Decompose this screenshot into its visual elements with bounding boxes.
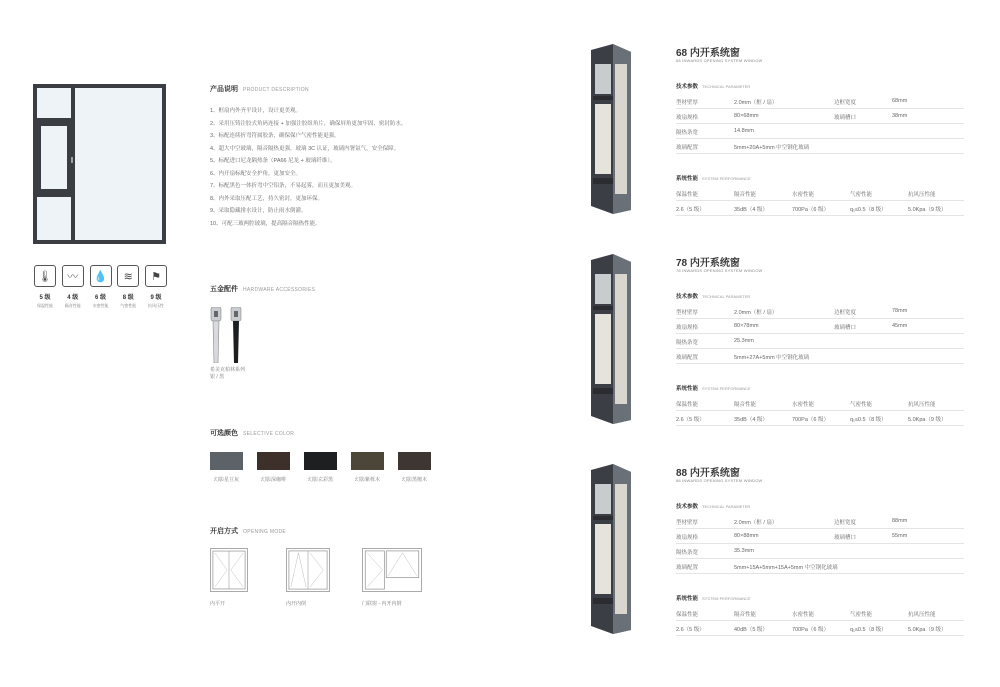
color-swatch xyxy=(304,452,337,470)
opening-mode-door-window-diagram xyxy=(362,548,422,592)
table-cell: 700Pa（6 级） xyxy=(792,417,829,423)
system-performance-title-en: SYSTEM PERFORMANCE xyxy=(702,386,751,391)
description-item: 9、采取隐藏排水设计，防止雨水倒灌。 xyxy=(210,208,307,214)
table-header-row xyxy=(676,186,964,201)
table-cell: 玻璃配置 xyxy=(676,145,699,151)
table-cell: 5.0Kpa（9 级） xyxy=(908,417,947,423)
description-item: 8、内外采取压配工艺，持久密封，更加环保。 xyxy=(210,195,324,202)
color-swatch xyxy=(398,452,431,470)
technical-parameter-table xyxy=(676,514,964,574)
table-cell: 2.0mm（框 / 扇） xyxy=(734,310,778,316)
product-description-title: 产品说明 xyxy=(210,86,238,93)
opening-mode-title: 开启方式 xyxy=(210,528,238,535)
wind-icon: ≋ xyxy=(117,265,139,287)
table-cell: 玻扇规格 xyxy=(676,325,699,331)
table-row xyxy=(676,514,964,529)
table-cell: 玻璃槽口 xyxy=(834,535,857,541)
table-row xyxy=(676,349,964,364)
technical-parameter-table xyxy=(676,94,964,154)
performance-item xyxy=(61,265,85,309)
description-item: 6、内开扇标配安全护角，更加安全。 xyxy=(210,170,302,177)
system-performance-title: 系统性能 xyxy=(676,596,699,602)
opening-mode-label-tilt-turn: 内开内倒 xyxy=(286,601,307,607)
description-item: 3、标配连续折弯符属胶条，确保保户气密性能更强。 xyxy=(210,133,340,139)
table-cell: 14.8mm xyxy=(734,128,754,134)
description-item: 10、可配三玻两腔玻璃，提高隔音隔热性能。 xyxy=(210,220,321,227)
system-performance-title: 系统性能 xyxy=(676,176,699,182)
system-performance-heading xyxy=(676,594,751,602)
table-row xyxy=(676,304,964,319)
performance-level: 9 级 xyxy=(150,295,162,301)
table-header-cell: 气密性能 xyxy=(850,402,873,408)
colors-title: 可选颜色 xyxy=(210,430,238,437)
description-item: 2、采用压铸注胶式角码连接 + 加强注胶组角片，确保屏角更加牢固、密封防水。 xyxy=(210,120,407,127)
table-header-cell: 水密性能 xyxy=(792,402,815,408)
system-performance-table xyxy=(676,186,964,216)
description-item: 7、标配黑色一体折弯中空铝条，不易起雾，而且更加美观。 xyxy=(210,183,357,189)
table-row xyxy=(676,94,964,109)
colors-heading xyxy=(210,428,294,438)
table-row xyxy=(676,319,964,334)
table-cell: 35dB（4 级） xyxy=(734,417,768,423)
system-performance-table xyxy=(676,396,964,426)
table-cell: 玻扇规格 xyxy=(676,535,699,541)
system-performance-table xyxy=(676,606,964,636)
performance-level: 6 级 xyxy=(94,295,106,301)
color-swatch-label: 幻影玄彩黑 xyxy=(307,477,333,483)
table-row xyxy=(676,529,964,544)
opening-mode-tilt-turn-diagram xyxy=(286,548,330,592)
hardware-heading xyxy=(210,284,315,294)
color-swatch xyxy=(257,452,290,470)
table-cell: 玻璃槽口 xyxy=(834,325,857,331)
table-cell: 700Pa（6 级） xyxy=(792,207,829,213)
product-subtitle: 88 INWARDS OPENING SYSTEM WINDOW xyxy=(676,478,763,483)
table-cell: 玻璃配置 xyxy=(676,355,699,361)
table-cell: 边框宽度 xyxy=(834,100,857,106)
table-cell: 玻扇规格 xyxy=(676,115,699,121)
table-row xyxy=(676,411,964,426)
table-row xyxy=(676,559,964,574)
table-cell: 40dB（5 级） xyxy=(734,627,768,633)
wind-pressure-icon: ⚑ xyxy=(145,265,167,287)
system-performance-heading xyxy=(676,174,751,182)
table-cell: q₁≤0.5（8 级） xyxy=(850,417,887,423)
color-swatch-item xyxy=(257,452,290,483)
table-cell: 型材壁厚 xyxy=(676,310,699,316)
hardware-title-en: HARDWARE ACCESSORIES xyxy=(243,287,316,293)
product-description-heading xyxy=(210,84,309,94)
water-drop-icon: 💧 xyxy=(90,265,112,287)
product-title: 78 内开系统窗 xyxy=(676,258,740,269)
window-sash-glass xyxy=(41,126,67,189)
hardware-series: 希美克柏林系列 xyxy=(210,367,246,373)
table-header-cell: 水密性能 xyxy=(792,612,815,618)
opening-mode-title-en: OPENING MODE xyxy=(243,529,287,535)
table-cell: 80×78mm xyxy=(734,323,759,329)
sound-wave-icon: 〰 xyxy=(62,265,84,287)
opening-mode-label-inward: 内平开 xyxy=(210,601,226,607)
system-performance-title-en: SYSTEM PERFORMANCE xyxy=(702,596,751,601)
table-header-cell: 隔音性能 xyxy=(734,402,757,408)
system-performance-heading xyxy=(676,384,751,392)
table-cell: 5mm+20A+5mm 中空钢化玻璃 xyxy=(734,145,810,151)
table-header-cell: 抗风压性能 xyxy=(908,192,936,198)
table-cell: 68mm xyxy=(892,98,908,104)
handle-black-image xyxy=(230,307,242,363)
color-swatch-label: 幻影深咖啡 xyxy=(260,477,286,483)
performance-level: 4 级 xyxy=(67,295,79,301)
color-swatches xyxy=(210,452,431,483)
table-cell: 45mm xyxy=(892,323,908,329)
description-item: 5、标配进口尼龙隔热条（PA66 尼龙 + 玻璃纤维）。 xyxy=(210,158,336,164)
product-subtitle: 68 INWARDS OPENING SYSTEM WINDOW xyxy=(676,58,763,63)
table-header-cell: 保温性能 xyxy=(676,402,699,408)
table-header-cell: 气密性能 xyxy=(850,612,873,618)
technical-parameter-title: 技术参数 xyxy=(676,84,699,90)
table-cell: 2.6（5 级） xyxy=(676,417,705,423)
window-elevation-drawing xyxy=(33,84,166,244)
table-header-cell: 抗风压性能 xyxy=(908,612,936,618)
colors-title-en: SELECTIVE COLOR xyxy=(243,431,295,437)
table-cell: 5.0Kpa（9 级） xyxy=(908,627,947,633)
table-header-row xyxy=(676,396,964,411)
table-header-cell: 隔音性能 xyxy=(734,612,757,618)
table-cell: 25.3mm xyxy=(734,338,754,344)
window-pane-bottom-left xyxy=(37,197,71,240)
performance-item xyxy=(144,265,168,309)
technical-parameter-title-en: TECHNICAL PARAMETER xyxy=(702,294,751,299)
table-header-cell: 水密性能 xyxy=(792,192,815,198)
technical-parameter-title: 技术参数 xyxy=(676,504,699,510)
table-cell: 80×68mm xyxy=(734,113,759,119)
performance-item xyxy=(33,265,57,309)
table-header-row xyxy=(676,606,964,621)
table-cell: 5mm+15A+5mm+15A+5mm 中空钢化玻璃 xyxy=(734,565,838,571)
table-row xyxy=(676,544,964,559)
product-subtitle: 78 INWARDS OPENING SYSTEM WINDOW xyxy=(676,268,763,273)
table-header-cell: 气密性能 xyxy=(850,192,873,198)
color-swatch-label: 幻影星豆灰 xyxy=(213,477,239,483)
hardware-title: 五金配件 xyxy=(210,286,238,293)
window-pane-top-left xyxy=(37,88,71,118)
table-cell: 边框宽度 xyxy=(834,520,857,526)
performance-label: 水密性能 xyxy=(92,303,109,308)
performance-label: 保温性能 xyxy=(37,303,53,308)
color-swatch-item xyxy=(304,452,337,483)
color-swatch-item xyxy=(210,452,243,483)
table-cell: 5.0Kpa（9 级） xyxy=(908,207,947,213)
performance-icons xyxy=(33,265,168,309)
performance-level: 8 级 xyxy=(122,295,134,301)
technical-parameter-heading xyxy=(676,502,750,510)
profile-section-image xyxy=(583,464,633,634)
profile-section-image xyxy=(583,44,633,214)
table-cell: 边框宽度 xyxy=(834,310,857,316)
color-swatch-label: 幻影紫栎木 xyxy=(354,477,380,483)
handle-silver-image xyxy=(210,307,222,363)
table-cell: 55mm xyxy=(892,533,908,539)
description-item: 4、超大中空玻璃，隔音隔热更强，玻璃 3C 认证，玻璃内署氩气，安全保障。 xyxy=(210,145,400,152)
color-swatch-label: 幻影黑檀木 xyxy=(401,477,427,483)
window-handle-mark xyxy=(71,157,73,163)
color-swatch xyxy=(210,452,243,470)
table-cell: 隔热条宽 xyxy=(676,550,699,556)
performance-label: 气密性能 xyxy=(120,303,137,308)
product-description-list xyxy=(210,105,406,230)
table-header-cell: 隔音性能 xyxy=(734,192,757,198)
table-cell: 型材壁厚 xyxy=(676,520,699,526)
table-cell: 700Pa（6 级） xyxy=(792,627,829,633)
table-cell: 80×88mm xyxy=(734,533,759,539)
table-cell: 2.6（5 级） xyxy=(676,627,705,633)
thermometer-icon: 🌡 xyxy=(34,265,56,287)
technical-parameter-heading xyxy=(676,82,750,90)
table-cell: q₁≤0.5（8 级） xyxy=(850,207,887,213)
table-cell: 78mm xyxy=(892,308,908,314)
table-row xyxy=(676,201,964,216)
table-row xyxy=(676,124,964,139)
performance-item xyxy=(89,265,113,309)
table-cell: 35.3mm xyxy=(734,548,754,554)
table-row xyxy=(676,139,964,154)
table-cell: 5mm+27A+5mm 中空钢化玻璃 xyxy=(734,355,810,361)
profile-section-image xyxy=(583,254,633,424)
table-header-cell: 保温性能 xyxy=(676,192,699,198)
performance-item xyxy=(116,265,140,309)
table-cell: 隔热条宽 xyxy=(676,340,699,346)
table-cell: 2.0mm（框 / 扇） xyxy=(734,100,778,106)
system-performance-title-en: SYSTEM PERFORMANCE xyxy=(702,176,751,181)
table-header-cell: 保温性能 xyxy=(676,612,699,618)
color-swatch xyxy=(351,452,384,470)
table-cell: 型材壁厚 xyxy=(676,100,699,106)
product-title: 68 内开系统窗 xyxy=(676,48,740,59)
table-cell: 玻璃槽口 xyxy=(834,115,857,121)
product-title: 88 内开系统窗 xyxy=(676,468,740,479)
hardware-finish: 银 / 黑 xyxy=(210,374,225,380)
technical-parameter-title-en: TECHNICAL PARAMETER xyxy=(702,504,751,509)
table-cell: 2.6（5 级） xyxy=(676,207,705,213)
technical-parameter-heading xyxy=(676,292,750,300)
table-cell: 38mm xyxy=(892,113,908,119)
color-swatch-item xyxy=(398,452,431,483)
technical-parameter-title: 技术参数 xyxy=(676,294,699,300)
table-cell: 35dB（4 级） xyxy=(734,207,768,213)
table-cell: 2.0mm（框 / 扇） xyxy=(734,520,778,526)
performance-level: 5 级 xyxy=(39,295,51,301)
table-header-cell: 抗风压性能 xyxy=(908,402,936,408)
product-description-title-en: PRODUCT DESCRIPTION xyxy=(243,87,309,93)
description-item: 1、框扇内外齐平设计，设计更美观。 xyxy=(210,108,302,114)
hardware-name xyxy=(210,367,270,381)
opening-mode-heading xyxy=(210,526,286,536)
color-swatch-item xyxy=(351,452,384,483)
table-cell: 玻璃配置 xyxy=(676,565,699,571)
performance-label: 隔音性能 xyxy=(64,303,81,308)
table-row xyxy=(676,621,964,636)
opening-mode-label-door-window: 门联窗 - 内开内倒 xyxy=(362,601,402,607)
technical-parameter-title-en: TECHNICAL PARAMETER xyxy=(702,84,751,89)
table-cell: 隔热条宽 xyxy=(676,130,699,136)
performance-label: 抗风压性 xyxy=(148,303,164,308)
window-pane-right xyxy=(75,88,162,240)
opening-mode-inward-diagram xyxy=(210,548,248,592)
table-cell: 88mm xyxy=(892,518,908,524)
table-row xyxy=(676,334,964,349)
technical-parameter-table xyxy=(676,304,964,364)
table-cell: q₁≤0.5（8 级） xyxy=(850,627,887,633)
table-row xyxy=(676,109,964,124)
system-performance-title: 系统性能 xyxy=(676,386,699,392)
